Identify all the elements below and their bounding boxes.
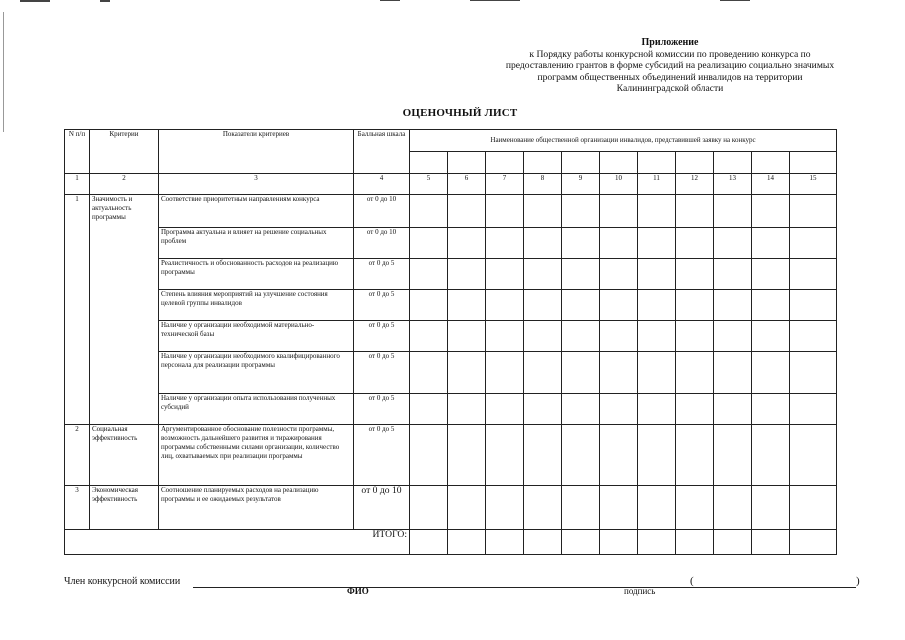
row-number: 3	[65, 486, 90, 530]
score-entry-cell	[448, 394, 486, 425]
score-entry-cell	[676, 486, 714, 530]
score-cell: от 0 до 10	[354, 228, 410, 259]
score-entry-cell	[714, 425, 752, 486]
score-entry-cell	[714, 228, 752, 259]
criterion-cell: Экономическая эффективность	[90, 486, 159, 530]
score-entry-cell	[410, 228, 448, 259]
score-entry-cell	[790, 259, 837, 290]
score-entry-cell	[410, 195, 448, 228]
column-number: 10	[600, 174, 638, 195]
signature-paren-open: (	[690, 575, 694, 587]
signature-paren-close: )	[856, 575, 860, 587]
score-entry-cell	[486, 394, 524, 425]
score-entry-cell	[410, 259, 448, 290]
score-entry-cell	[676, 228, 714, 259]
total-entry-cell	[562, 530, 600, 555]
signature-name-line	[698, 587, 856, 588]
scan-artifact	[380, 0, 400, 1]
score-entry-cell	[562, 290, 600, 321]
score-entry-cell	[676, 394, 714, 425]
org-name-cell	[790, 152, 837, 174]
score-entry-cell	[714, 195, 752, 228]
header-indicators: Показатели критериев	[159, 130, 354, 174]
org-name-cell	[714, 152, 752, 174]
score-entry-cell	[638, 486, 676, 530]
score-entry-cell	[790, 352, 837, 394]
evaluation-table	[64, 129, 837, 555]
score-entry-cell	[638, 425, 676, 486]
table-row	[65, 195, 837, 228]
score-entry-cell	[600, 425, 638, 486]
score-entry-cell	[562, 425, 600, 486]
criterion-cell: Значимость и актуальность программы	[90, 195, 159, 425]
signature-label: Член конкурсной комиссии	[64, 576, 181, 587]
sheet-title: ОЦЕНОЧНЫЙ ЛИСТ	[402, 107, 518, 119]
appendix-line: Калининградской области	[616, 83, 724, 95]
org-name-cell	[562, 152, 600, 174]
table-row	[65, 228, 837, 259]
appendix-line: предоставлению грантов в форме субсидий на реализацию социально значимых	[505, 60, 835, 72]
score-entry-cell	[752, 195, 790, 228]
score-entry-cell	[638, 259, 676, 290]
score-entry-cell	[790, 486, 837, 530]
column-number: 15	[790, 174, 837, 195]
score-entry-cell	[638, 321, 676, 352]
score-entry-cell	[486, 352, 524, 394]
scan-artifact	[100, 0, 110, 2]
score-entry-cell	[676, 425, 714, 486]
score-entry-cell	[524, 394, 562, 425]
score-entry-cell	[752, 228, 790, 259]
total-entry-cell	[790, 530, 837, 555]
org-name-cell	[600, 152, 638, 174]
indicator-cell: Степень влияния мероприятий на улучшение состояния целевой группы инвалидов	[159, 290, 354, 321]
score-entry-cell	[676, 321, 714, 352]
total-label: ИТОГО:	[65, 530, 410, 555]
appendix-line: программ общественных объединений инвалидов на территории	[537, 71, 803, 83]
score-cell: от 0 до 5	[354, 352, 410, 394]
signature-block	[64, 576, 864, 602]
table-row	[65, 321, 837, 352]
org-name-cell	[410, 152, 448, 174]
total-entry-cell	[714, 530, 752, 555]
score-entry-cell	[410, 290, 448, 321]
score-entry-cell	[600, 259, 638, 290]
score-entry-cell	[638, 352, 676, 394]
column-number: 13	[714, 174, 752, 195]
score-entry-cell	[524, 321, 562, 352]
score-entry-cell	[714, 259, 752, 290]
score-entry-cell	[448, 486, 486, 530]
table-row	[65, 352, 837, 394]
score-entry-cell	[752, 425, 790, 486]
org-name-cell	[676, 152, 714, 174]
score-entry-cell	[714, 352, 752, 394]
score-entry-cell	[638, 195, 676, 228]
score-entry-cell	[790, 195, 837, 228]
score-entry-cell	[562, 195, 600, 228]
score-entry-cell	[714, 486, 752, 530]
column-number: 9	[562, 174, 600, 195]
score-entry-cell	[486, 486, 524, 530]
total-entry-cell	[638, 530, 676, 555]
column-number: 14	[752, 174, 790, 195]
score-entry-cell	[524, 425, 562, 486]
total-entry-cell	[524, 530, 562, 555]
score-entry-cell	[714, 321, 752, 352]
score-entry-cell	[486, 321, 524, 352]
score-entry-cell	[600, 195, 638, 228]
score-entry-cell	[410, 321, 448, 352]
score-entry-cell	[486, 195, 524, 228]
indicator-cell: Аргументированное обоснование полезности программы, возможность дальнейшего развития и тиражирования программы собственными силами организации, количество лиц, охватываемых при реализации программы	[159, 425, 354, 486]
column-number: 3	[159, 174, 354, 195]
score-entry-cell	[486, 425, 524, 486]
score-entry-cell	[600, 228, 638, 259]
criterion-cell: Социальная эффективность	[90, 425, 159, 486]
column-number: 8	[524, 174, 562, 195]
column-number: 6	[448, 174, 486, 195]
score-entry-cell	[752, 321, 790, 352]
signature-sign-caption: подпись	[624, 586, 656, 596]
score-cell: от 0 до 5	[354, 394, 410, 425]
appendix-block	[470, 37, 870, 95]
score-entry-cell	[752, 394, 790, 425]
score-entry-cell	[448, 195, 486, 228]
score-entry-cell	[676, 195, 714, 228]
score-entry-cell	[486, 228, 524, 259]
indicator-cell: Наличие у организации необходимого квалифицированного персонала для реализации программы	[159, 352, 354, 394]
score-entry-cell	[752, 352, 790, 394]
score-entry-cell	[562, 228, 600, 259]
header-organizations: Наименование общественной организации инвалидов, представившей заявку на конкурс	[410, 130, 837, 152]
header-criteria: Критерии	[90, 130, 159, 174]
score-entry-cell	[562, 486, 600, 530]
indicator-cell: Реалистичность и обоснованность расходов на реализацию программы	[159, 259, 354, 290]
scan-artifact	[20, 0, 50, 2]
score-entry-cell	[448, 321, 486, 352]
score-cell: от 0 до 5	[354, 290, 410, 321]
scan-artifact	[720, 0, 750, 1]
table-row	[65, 259, 837, 290]
indicator-cell: Соответствие приоритетным направлениям конкурса	[159, 195, 354, 228]
total-entry-cell	[410, 530, 448, 555]
score-entry-cell	[410, 425, 448, 486]
score-entry-cell	[790, 228, 837, 259]
appendix-title: Приложение	[641, 37, 699, 48]
score-entry-cell	[448, 425, 486, 486]
score-entry-cell	[638, 228, 676, 259]
score-entry-cell	[752, 290, 790, 321]
score-cell: от 0 до 5	[354, 425, 410, 486]
score-entry-cell	[524, 228, 562, 259]
signature-line	[193, 587, 753, 588]
org-name-cell	[486, 152, 524, 174]
score-entry-cell	[638, 394, 676, 425]
row-number: 2	[65, 425, 90, 486]
column-number: 12	[676, 174, 714, 195]
score-entry-cell	[600, 352, 638, 394]
header-scale: Балльная шкала	[354, 130, 410, 174]
table-row	[65, 425, 837, 486]
score-entry-cell	[486, 259, 524, 290]
indicator-cell: Программа актуальна и влияет на решение социальных проблем	[159, 228, 354, 259]
score-entry-cell	[676, 259, 714, 290]
score-entry-cell	[486, 290, 524, 321]
score-entry-cell	[410, 352, 448, 394]
org-name-cell	[448, 152, 486, 174]
score-cell: от 0 до 5	[354, 259, 410, 290]
row-number: 1	[65, 195, 90, 425]
header-num: N п/п	[65, 130, 90, 174]
score-entry-cell	[524, 290, 562, 321]
column-number: 4	[354, 174, 410, 195]
table-row	[65, 394, 837, 425]
score-entry-cell	[600, 290, 638, 321]
score-entry-cell	[790, 321, 837, 352]
indicator-cell: Наличие у организации необходимой материально-технической базы	[159, 321, 354, 352]
score-entry-cell	[410, 486, 448, 530]
score-entry-cell	[600, 394, 638, 425]
total-entry-cell	[676, 530, 714, 555]
score-entry-cell	[410, 394, 448, 425]
score-entry-cell	[448, 352, 486, 394]
score-entry-cell	[752, 259, 790, 290]
score-entry-cell	[600, 321, 638, 352]
total-entry-cell	[448, 530, 486, 555]
column-number: 11	[638, 174, 676, 195]
scan-edge	[3, 12, 4, 132]
score-entry-cell	[448, 259, 486, 290]
appendix-line: к Порядку работы конкурсной комиссии по проведению конкурса по	[529, 48, 811, 60]
org-name-cell	[638, 152, 676, 174]
score-cell: от 0 до 10	[354, 486, 410, 530]
table-row	[65, 290, 837, 321]
signature-fio-caption: ФИО	[347, 586, 369, 596]
score-entry-cell	[752, 486, 790, 530]
org-name-cell	[752, 152, 790, 174]
score-entry-cell	[524, 259, 562, 290]
total-entry-cell	[600, 530, 638, 555]
score-entry-cell	[714, 394, 752, 425]
score-entry-cell	[448, 228, 486, 259]
score-entry-cell	[524, 486, 562, 530]
score-entry-cell	[562, 394, 600, 425]
score-entry-cell	[562, 352, 600, 394]
score-entry-cell	[448, 290, 486, 321]
score-entry-cell	[790, 425, 837, 486]
score-entry-cell	[676, 290, 714, 321]
column-number: 1	[65, 174, 90, 195]
org-name-cell	[524, 152, 562, 174]
total-entry-cell	[486, 530, 524, 555]
scan-artifact	[470, 0, 520, 1]
score-entry-cell	[714, 290, 752, 321]
total-row	[65, 530, 837, 555]
score-entry-cell	[600, 486, 638, 530]
score-entry-cell	[562, 259, 600, 290]
column-number: 7	[486, 174, 524, 195]
score-entry-cell	[524, 195, 562, 228]
score-entry-cell	[524, 352, 562, 394]
indicator-cell: Соотношение планируемых расходов на реализацию программы и ее ожидаемых результатов	[159, 486, 354, 530]
indicator-cell: Наличие у организации опыта использования полученных субсидий	[159, 394, 354, 425]
score-entry-cell	[676, 352, 714, 394]
score-entry-cell	[562, 321, 600, 352]
score-cell: от 0 до 10	[354, 195, 410, 228]
score-entry-cell	[790, 394, 837, 425]
score-entry-cell	[790, 290, 837, 321]
table-row	[65, 486, 837, 530]
score-entry-cell	[638, 290, 676, 321]
total-entry-cell	[752, 530, 790, 555]
score-cell: от 0 до 5	[354, 321, 410, 352]
column-number: 2	[90, 174, 159, 195]
column-number: 5	[410, 174, 448, 195]
